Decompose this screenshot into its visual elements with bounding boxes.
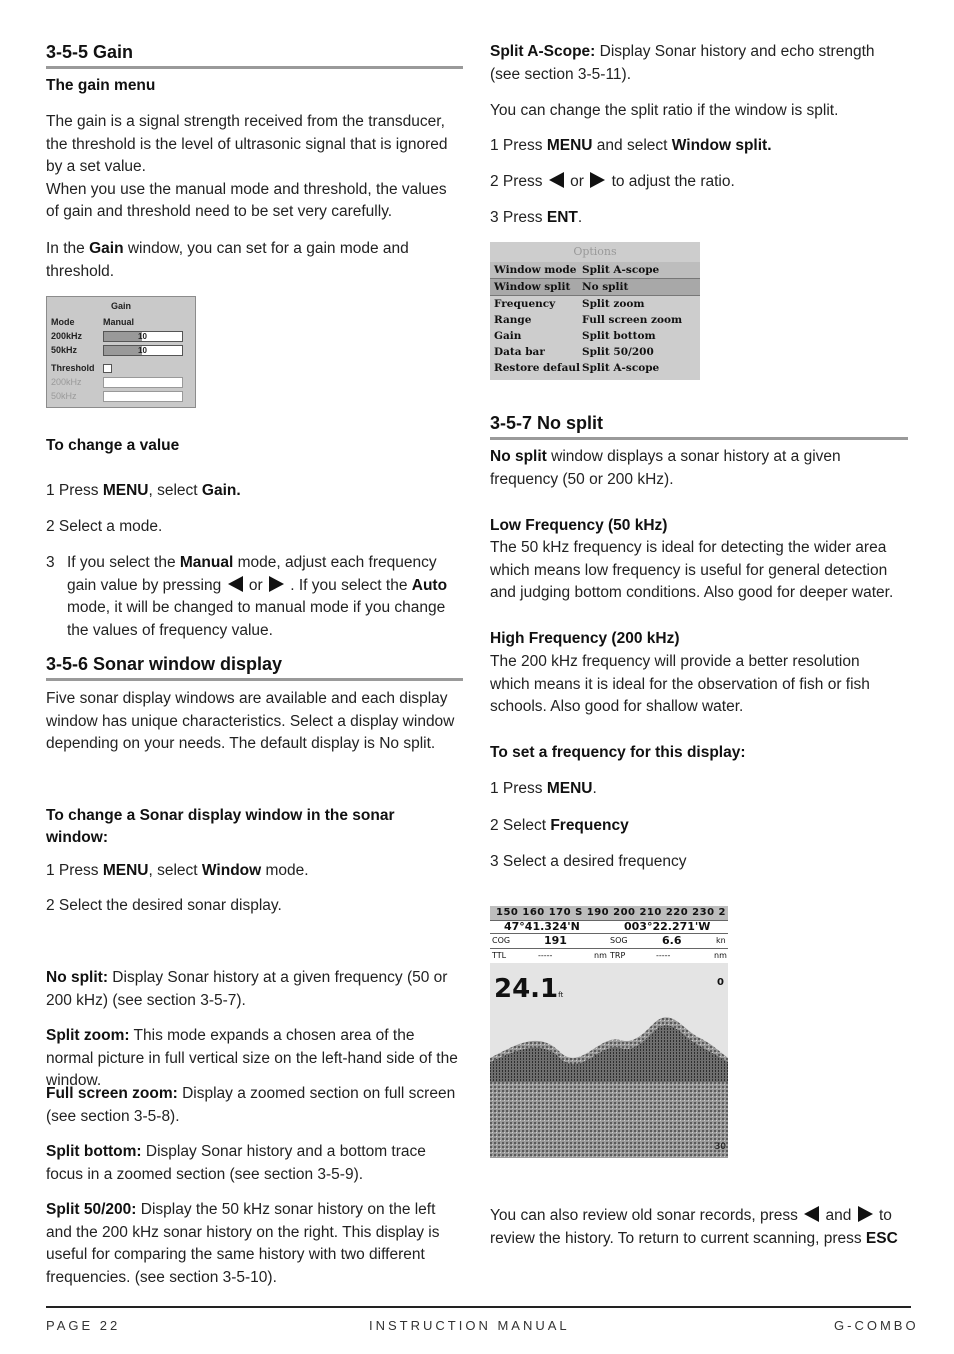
cog-value: 191 [544, 934, 567, 947]
fullzoom-label: Full screen zoom: [46, 1085, 178, 1102]
review-a: You can also review old sonar records, press [490, 1207, 803, 1224]
options-row-label: Data bar [494, 346, 545, 358]
f1-pre: 1 Press [490, 780, 547, 797]
options-row-label: Restore defaul [494, 362, 581, 374]
split50-label: Split 50/200: [46, 1201, 137, 1218]
s1-menu: MENU [102, 862, 149, 879]
f1-post: . [592, 780, 597, 797]
freq-step-1 [490, 778, 597, 801]
review-esc: ESC [865, 1229, 898, 1247]
gain-mode-label: Mode [51, 317, 75, 327]
r1-window-split: Window split. [671, 137, 772, 154]
options-row [490, 296, 700, 312]
gain-50khz-field [103, 345, 183, 356]
sonar-latitude: 47°41.324'N [504, 920, 580, 933]
r1-pre: 1 Press [490, 137, 547, 154]
s1-mid: , select [148, 862, 202, 879]
step3-number: 3 [46, 554, 55, 571]
f2-pre: 2 Select [490, 817, 551, 834]
options-row [490, 344, 700, 360]
split50-desc [46, 1199, 458, 1289]
r3-ent: ENT [546, 209, 578, 226]
gain-window-pre: In the [46, 240, 90, 257]
s1-post: mode. [261, 862, 309, 879]
threshold-checkbox [103, 364, 112, 373]
splitbottom-label: Split bottom: [46, 1143, 142, 1160]
footer-manual-title: INSTRUCTION MANUAL [369, 1318, 570, 1333]
ascope-text: Display Sonar history and echo strength (see section 3-5-11). [490, 43, 875, 83]
sog-value: 6.6 [662, 934, 682, 947]
gain-window-bold: Gain [89, 240, 124, 257]
sog-label: SOG [610, 936, 628, 945]
s1-pre: 1 Press [46, 862, 103, 879]
ttl-unit: nm [594, 951, 607, 960]
gain-section-heading: 3-5-5 Gain [46, 41, 463, 69]
freq-step-2 [490, 815, 629, 838]
r2-pre: 2 Press [490, 173, 547, 190]
gain-menu-screenshot [46, 296, 196, 408]
high-frequency-text: The 200 kHz frequency will provide a better resolution which means it is ideal for the observation of fish or fish schools. Also good for shallow water. [490, 653, 870, 715]
options-row [490, 360, 700, 376]
options-row-value: Split A-scope [582, 264, 660, 276]
splitzoom-text: This mode expands a chosen area of the normal picture in full vertical size on the left-hand side of the window. [46, 1027, 458, 1089]
sonar-step-1 [46, 860, 309, 883]
low-frequency-heading: Low Frequency (50 kHz) [490, 517, 668, 534]
trp-unit: nm [714, 951, 727, 960]
options-row-value: Split A-scope [582, 362, 660, 374]
sonar-intro: Five sonar display windows are available and each display window has unique characteristics. Select a display window depending on your needs. The default display is No split. [46, 690, 455, 752]
split50-text: Display the 50 kHz sonar history on the left and the 200 kHz sonar history on the right. This display is useful for comparing the same history with two different frequencies. (see section 3-5-10). [46, 1201, 440, 1286]
options-row-label: Window mode [494, 264, 577, 276]
gain-mode-value: Manual [103, 317, 135, 327]
r1-menu: MENU [546, 137, 593, 154]
trp-value: ----- [656, 951, 671, 960]
options-row-value: Split bottom [582, 330, 656, 342]
ratio-step-2 [490, 171, 735, 194]
gain-screen-title: Gain [110, 301, 131, 311]
splitzoom-label: Split zoom: [46, 1027, 130, 1044]
r1-mid: and select [592, 137, 672, 154]
ratio-step-3 [490, 207, 582, 230]
ascope-label: Split A-Scope: [490, 43, 596, 60]
nosplit-bold: No split [490, 448, 547, 465]
threshold-200-label: 200kHz [51, 377, 82, 387]
trp-label: TRP [610, 951, 626, 960]
fullzoom-text: Display a zoomed section on full screen (see section 3-5-8). [46, 1085, 456, 1125]
options-row [490, 312, 700, 328]
step3-or: or [244, 576, 267, 594]
right-arrow-icon [590, 172, 605, 188]
r3-post: . [577, 209, 583, 226]
gain-intro-text: The gain is a signal strength received from the transducer, the threshold is the level of ultrasonic signal that is ignored by a set value. [46, 113, 448, 175]
fullzoom-desc [46, 1083, 458, 1128]
gain-200khz-value: 10 [138, 332, 147, 341]
gain-intro [46, 111, 458, 224]
options-row-label: Range [494, 314, 532, 326]
r3-pre: 3 Press [490, 209, 547, 226]
step3-manual: Manual [179, 554, 234, 571]
gain-step-2: 2 Select a mode. [46, 518, 163, 535]
ratio-step-1 [490, 135, 772, 158]
options-row-value: No split [582, 281, 629, 293]
options-screen-title: Options [573, 245, 617, 258]
gain-step-3 [46, 552, 463, 642]
nosplit-paragraph [490, 446, 908, 491]
threshold-label: Threshold [51, 363, 95, 373]
gain-step-1 [46, 480, 241, 503]
set-frequency-heading: To set a frequency for this display: [490, 744, 746, 761]
threshold-50-field [103, 391, 183, 402]
step3-e: mode, it will be changed to manual mode if you change the values of frequency value. [67, 599, 446, 639]
r2-post: to adjust the ratio. [607, 173, 735, 190]
sonar-range-mark: 30 [714, 1141, 726, 1152]
review-and: and [821, 1207, 856, 1224]
gain-window-paragraph [46, 238, 458, 283]
change-value-heading: To change a value [46, 437, 180, 454]
step3-c: mode, adjust each frequency gain value by pressing [67, 554, 437, 594]
sonar-zero-mark: 0 [717, 977, 724, 988]
footer-product-name: G-COMBO [834, 1318, 919, 1333]
sonar-position-row [490, 920, 728, 933]
nosplit-label: No split: [46, 969, 108, 986]
f2-frequency: Frequency [550, 817, 629, 834]
ratio-text: You can change the split ratio if the window is split. [490, 102, 839, 119]
ascope-desc [490, 41, 904, 86]
left-arrow-icon [804, 1206, 819, 1222]
options-row-selected [490, 278, 700, 296]
sonar-depth-readout [494, 974, 563, 1010]
sonar-ttl-row [490, 948, 728, 963]
options-menu-screenshot [490, 242, 700, 380]
depth-unit: ft [558, 991, 564, 999]
s1-window: Window [201, 862, 262, 879]
right-arrow-icon [269, 576, 284, 592]
low-frequency-text: The 50 kHz frequency is ideal for detecting the wider area which means low frequency is useful for general detection and judging bottom conditions. Also good for deeper water. [490, 539, 894, 601]
nosplit-heading: 3-5-7 No split [490, 412, 908, 440]
gain-50khz-label: 50kHz [51, 345, 78, 355]
sonar-compass-scale: 150 160 170 S 190 200 210 220 230 2 [490, 906, 728, 920]
sonar-display-screenshot [490, 906, 728, 1158]
freq-step-3: 3 Select a desired frequency [490, 853, 687, 870]
threshold-50-label: 50kHz [51, 391, 77, 401]
splitbottom-text: Display Sonar history and a bottom trace focus in a zoomed section (see section 3-5-9). [46, 1143, 426, 1183]
sonar-cog-row [490, 933, 728, 948]
sonar-longitude: 003°22.271'W [624, 920, 711, 933]
options-row-value: Full screen zoom [582, 314, 683, 326]
step1-mid: , select [148, 482, 202, 499]
right-arrow-icon [858, 1206, 873, 1222]
gain-window-post: window, you can set for a gain mode and threshold. [46, 240, 409, 280]
gain-intro-text-2: When you use the manual mode and threshold, the values of gain and threshold need to be set very carefully. [46, 180, 447, 220]
cog-label: COG [492, 936, 511, 945]
change-sonar-heading: To change a Sonar display window in the sonar window: [46, 807, 395, 846]
footer-rule [46, 1306, 911, 1308]
nosplit-body: window displays a sonar history at a given frequency (50 or 200 kHz). [490, 448, 841, 488]
gain-200khz-label: 200kHz [51, 331, 83, 341]
f1-menu: MENU [546, 780, 593, 797]
options-row-value: Split zoom [582, 298, 645, 310]
options-row-label: Frequency [494, 298, 556, 310]
step1-gain: Gain. [201, 482, 241, 499]
step3-auto: Auto [411, 576, 448, 594]
review-paragraph [490, 1205, 904, 1250]
nosplit-desc [46, 967, 458, 1012]
options-row [490, 328, 700, 344]
step1-menu: MENU [102, 482, 149, 499]
ttl-value: ----- [538, 951, 553, 960]
gain-50khz-value: 10 [138, 346, 147, 355]
sonar-window-heading: 3-5-6 Sonar window display [46, 653, 463, 681]
gain-menu-heading: The gain menu [46, 77, 156, 94]
sonar-step-2: 2 Select the desired sonar display. [46, 897, 282, 914]
step3-text [67, 552, 463, 642]
threshold-200-field [103, 377, 183, 388]
high-frequency-heading: High Frequency (200 kHz) [490, 630, 680, 647]
gain-200khz-field [103, 331, 183, 342]
left-arrow-icon [228, 576, 243, 592]
options-row-label: Gain [494, 330, 522, 342]
step3-d: . If you select the [285, 576, 412, 594]
options-row [490, 262, 700, 278]
left-arrow-icon [549, 172, 564, 188]
step3-a: If you select the [67, 554, 180, 571]
splitbottom-desc [46, 1141, 463, 1186]
depth-value: 24.1 [494, 974, 559, 1004]
footer-page-number: PAGE 22 [46, 1318, 121, 1333]
sog-unit: kn [716, 936, 726, 945]
review-b: to review the history. To return to current scanning, press [490, 1207, 892, 1247]
step1-pre: 1 Press [46, 482, 103, 499]
nosplit-text: Display Sonar history at a given frequency (50 or 200 kHz) (see section 3-5-7). [46, 969, 448, 1009]
ttl-label: TTL [492, 951, 507, 960]
options-row-value: Split 50/200 [582, 346, 654, 358]
r2-or: or [565, 173, 589, 190]
options-row-label: Window split [494, 281, 571, 293]
